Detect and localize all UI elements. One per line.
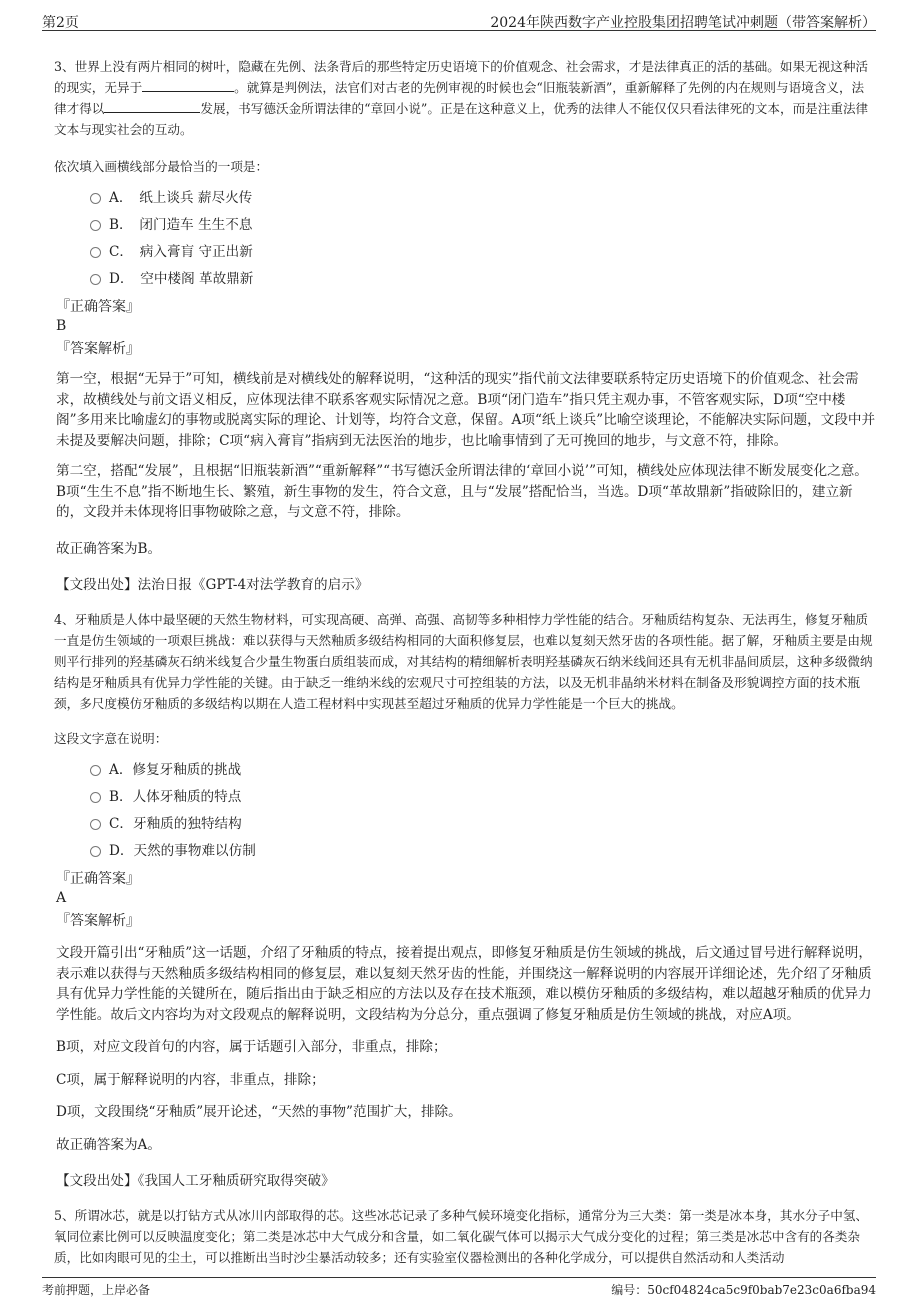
option-d[interactable]: D． 空中楼阁 革故鼎新 bbox=[90, 266, 876, 293]
analysis-conclusion: 故正确答案为B。 bbox=[56, 540, 162, 557]
correct-answer: A bbox=[56, 890, 67, 906]
question-5-text: 5、所谓冰芯，就是以打钻方式从冰川内部取得的芯。这些冰芯记录了多种气候环境变化指标，通常分为三大类：第一类是冰本身，其水分子中氢、氧同位素比例可以反映温度变化；第二类是冰芯中大气成分和含量，如二氧化碳气体可以揭示大气成分变化的过程；第三类是冰芯中含有的各类杂质，比如肉眼可见的尘土，可以推断出当时沙尘暴活动较多；还有实验室仪器检测出的各种化学成分，可以提供自然活动和人类活动 bbox=[54, 1208, 869, 1265]
radio-icon[interactable] bbox=[90, 846, 101, 857]
analysis-conclusion: 故正确答案为A。 bbox=[56, 1136, 161, 1153]
question-3-options bbox=[90, 185, 876, 293]
question-4-text: 4、牙釉质是人体中最坚硬的天然生物材料，可实现高硬、高弹、高强、高韧等多种相悖力学性能的结合。牙釉质结构复杂、无法再生，修复牙釉质一直是仿生领域的一项艰巨挑战：难以获得与天然釉质多级结构相同的大面积修复层，也难以复刻天然牙齿的各项性能。据了解，牙釉质主要是由规则平行排列的羟基磷灰石纳米线复合少量生物蛋白质组装而成，对其结构的精细解析表明羟基磷灰石纳米线间还具有无机非晶间质层，这种多级微纳结构是牙釉质具有优异力学性能的关键。由于缺乏一维纳米线的宏观尺寸可控组装的方法，以及无机非晶纳米材料在制备及形貌调控方面的技术瓶颈，多尺度模仿牙釉质的多级结构以期在人造工程材料中实现甚至超过牙釉质的优异力学性能是一个巨大的挑战。 bbox=[54, 612, 873, 711]
option-c[interactable]: C．牙釉质的独特结构 bbox=[90, 811, 876, 838]
question-4-options bbox=[90, 757, 876, 865]
document-title: 2024年陕西数字产业控股集团招聘笔试冲刺题（带答案解析） bbox=[490, 15, 876, 31]
radio-icon[interactable] bbox=[90, 819, 101, 830]
analysis-paragraph: 第二空，搭配“发展”，且根据“旧瓶装新酒”“重新解释”“书写德沃金所谓法律的‘章回小说’”可知，横线处应体现法律不断发展变化之意。B项“生生不息”指不断地生长、繁殖，新生事物的发生，符合文意，且与“发展”搭配恰当，当选。D项“革故鼎新”指破除旧的，建立新的，文段并未体现将旧事物破除之意，与文意不符，排除。 bbox=[56, 463, 868, 520]
radio-icon[interactable] bbox=[90, 274, 101, 285]
page-number: 第2页 bbox=[42, 15, 79, 31]
analysis-paragraph: 第一空，根据“无异于”可知，横线前是对横线处的解释说明，“这种活的现实”指代前文法律要联系特定历史语境下的价值观念、社会需求，故横线处与前文语义相反，应体现法律不联系客观实际情况之意。B项“闭门造车”指只凭主观办事，不管客观实际，D项“空中楼阁”多用来比喻虚幻的事物或脱离实际的理论、计划等，均符合文意，保留。A项“纸上谈兵”比喻空谈理论，不能解决实际问题，文段中并未提及要解决问题，排除；C项“病入膏肓”指病到无法医治的地步，也比喻事情到了无可挽回的地步，与文意不符，排除。 bbox=[56, 371, 876, 449]
option-c[interactable]: C． 病入膏肓 守正出新 bbox=[90, 239, 876, 266]
option-d[interactable]: D．天然的事物难以仿制 bbox=[90, 838, 876, 865]
correct-answer-label: 『正确答案』 bbox=[56, 299, 140, 315]
option-b[interactable]: B． 闭门造车 生生不息 bbox=[90, 212, 876, 239]
source-citation: 【文段出处】法治日报《GPT-4对法学教育的启示》 bbox=[56, 577, 369, 593]
radio-icon[interactable] bbox=[90, 193, 101, 204]
radio-icon[interactable] bbox=[90, 792, 101, 803]
option-b[interactable]: B．人体牙釉质的特点 bbox=[90, 784, 876, 811]
source-citation: 【文段出处】《我国人工牙釉质研究取得突破》 bbox=[56, 1173, 335, 1189]
page-content bbox=[54, 56, 876, 1268]
document-id: 编号：50cf04824ca5c9f0bab7e23c0a6fba94 bbox=[611, 1283, 876, 1297]
question-4-prompt: 这段文字意在说明： bbox=[54, 731, 168, 746]
option-a[interactable]: A． 纸上谈兵 薪尽火传 bbox=[90, 185, 876, 212]
analysis-paragraph: C项，属于解释说明的内容，非重点，排除； bbox=[56, 1071, 325, 1088]
radio-icon[interactable] bbox=[90, 765, 101, 776]
question-3-prompt: 依次填入画横线部分最恰当的一项是： bbox=[54, 159, 269, 174]
fill-blank-2 bbox=[104, 100, 200, 113]
analysis-paragraph: B项，对应文段首句的内容，属于话题引入部分，非重点，排除； bbox=[56, 1039, 447, 1055]
question-3-text: 3、世界上没有两片相同的树叶，隐藏在先例、法条背后的那些特定历史语境下的价值观念、社会需求，才是法律真正的活的基础。如果无视这种活的现实，无异于 。就算是判例法，法官们对古老的先例审视的时候也会“旧瓶装新酒”，重新解释了先例的内在规则与语境含义，法律才得以 发展，书写德沃金所谓法律的“章回小说”。正是在这种意义上，优秀的法律人不能仅仅只看法律死的文本，而是注重法律文本与现实社会的互动。 bbox=[54, 59, 869, 137]
analysis-paragraph: D项，文段围绕“牙釉质”展开论述，“天然的事物”范围扩大，排除。 bbox=[56, 1104, 462, 1120]
footer-slogan: 考前押题，上岸必备 bbox=[42, 1283, 151, 1297]
radio-icon[interactable] bbox=[90, 247, 101, 258]
analysis-paragraph: 文段开篇引出“牙釉质”这一话题，介绍了牙釉质的特点，接着提出观点，即修复牙釉质是仿生领域的挑战，后文通过冒号进行解释说明，表示难以获得与天然釉质多级结构相同的修复层，难以复刻天然牙齿的性能，并围绕这一解释说明的内容展开详细论述，先介绍了牙釉质具有优异力学性能的关键所在，随后指出由于缺乏相应的方法以及存在技术瓶颈，难以模仿牙釉质的多级结构，难以超越牙釉质的优异力学性能。故后文内容均为对文段观点的解释说明，文段结构为分总分，重点强调了修复牙釉质是仿生领域的挑战，对应A项。 bbox=[56, 945, 872, 1023]
correct-answer-label: 『正确答案』 bbox=[56, 871, 140, 887]
correct-answer: B bbox=[56, 318, 67, 334]
analysis-label: 『答案解析』 bbox=[56, 913, 140, 929]
page-footer bbox=[42, 1277, 876, 1296]
page-header bbox=[42, 10, 876, 31]
radio-icon[interactable] bbox=[90, 220, 101, 231]
analysis-label: 『答案解析』 bbox=[56, 341, 140, 357]
fill-blank-1 bbox=[142, 79, 234, 92]
option-a[interactable]: A．修复牙釉质的挑战 bbox=[90, 757, 876, 784]
